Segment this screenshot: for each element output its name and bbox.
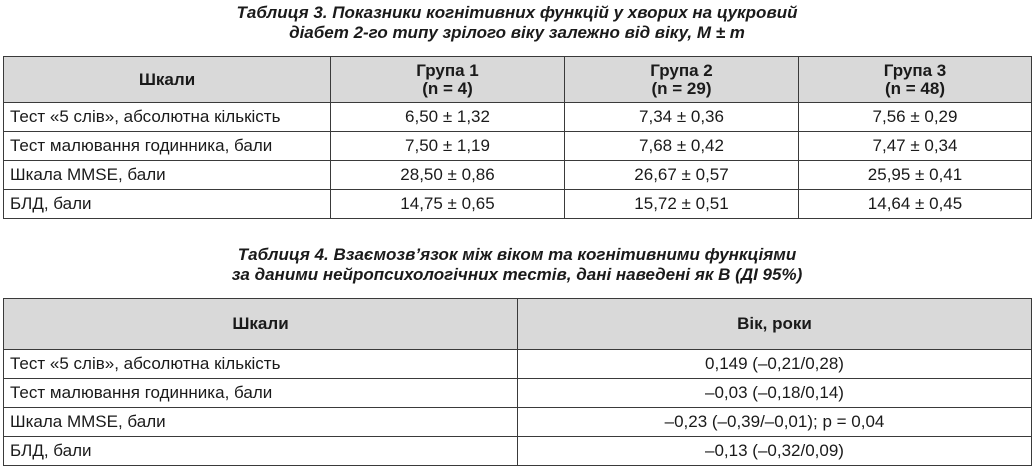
table3-header-scale: Шкали bbox=[4, 57, 331, 103]
table-row bbox=[4, 408, 1032, 437]
cell-group1: 14,75 ± 0,65 bbox=[331, 190, 565, 219]
table3-caption bbox=[0, 3, 1034, 43]
cell-group1: 7,50 ± 1,19 bbox=[331, 132, 565, 161]
table-row bbox=[4, 161, 1032, 190]
table-row bbox=[4, 190, 1032, 219]
table3-header-group1 bbox=[331, 57, 565, 103]
table-row bbox=[4, 379, 1032, 408]
table4-caption-line1: Таблиця 4. Взаємозв’язок між віком та когнітивними функціями bbox=[237, 245, 797, 264]
cell-group1: 28,50 ± 0,86 bbox=[331, 161, 565, 190]
table-row bbox=[4, 103, 1032, 132]
table3-caption-line1: Таблиця 3. Показники когнітивних функцій у хворих на цукровий bbox=[236, 3, 798, 22]
cell-group3: 7,47 ± 0,34 bbox=[799, 132, 1032, 161]
cell-group2: 15,72 ± 0,51 bbox=[565, 190, 799, 219]
row-label: Тест малювання годинника, бали bbox=[4, 132, 331, 161]
cell-group1: 6,50 ± 1,32 bbox=[331, 103, 565, 132]
cell-age: –0,23 (–0,39/–0,01); p = 0,04 bbox=[518, 408, 1032, 437]
cell-group3: 14,64 ± 0,45 bbox=[799, 190, 1032, 219]
row-label: Шкала MMSE, бали bbox=[4, 408, 518, 437]
row-label: Тест «5 слів», абсолютна кількість bbox=[4, 103, 331, 132]
table4 bbox=[3, 298, 1032, 466]
cell-group3: 7,56 ± 0,29 bbox=[799, 103, 1032, 132]
table4-caption bbox=[0, 245, 1034, 285]
table4-caption-line2: за даними нейропсихологічних тестів, дані наведені як B (ДІ 95%) bbox=[231, 265, 803, 284]
row-label: Тест малювання годинника, бали bbox=[4, 379, 518, 408]
cell-group2: 26,67 ± 0,57 bbox=[565, 161, 799, 190]
cell-group2: 7,34 ± 0,36 bbox=[565, 103, 799, 132]
table-row bbox=[4, 132, 1032, 161]
table3-header-group2-n: (n = 29) bbox=[651, 78, 712, 98]
table4-header-scale: Шкали bbox=[4, 299, 518, 350]
cell-age: 0,149 (–0,21/0,28) bbox=[518, 350, 1032, 379]
table3-header-group3-name: Група 3 bbox=[883, 60, 947, 80]
table3-header-group2 bbox=[565, 57, 799, 103]
table4-header-row bbox=[4, 299, 1032, 350]
table4-header-age: Вік, роки bbox=[518, 299, 1032, 350]
table3-header-group1-name: Група 1 bbox=[416, 60, 479, 80]
cell-age: –0,03 (–0,18/0,14) bbox=[518, 379, 1032, 408]
table3-caption-line2: діабет 2-го типу зрілого віку залежно від віку, M ± m bbox=[289, 23, 745, 42]
row-label: БЛД, бали bbox=[4, 437, 518, 466]
table3-header-group3 bbox=[799, 57, 1032, 103]
table-row bbox=[4, 350, 1032, 379]
row-label: Шкала MMSE, бали bbox=[4, 161, 331, 190]
cell-group3: 25,95 ± 0,41 bbox=[799, 161, 1032, 190]
table3-header-group2-name: Група 2 bbox=[650, 60, 713, 80]
cell-group2: 7,68 ± 0,42 bbox=[565, 132, 799, 161]
table3 bbox=[3, 56, 1032, 219]
row-label: Тест «5 слів», абсолютна кількість bbox=[4, 350, 518, 379]
table3-header-group1-n: (n = 4) bbox=[422, 78, 473, 98]
row-label: БЛД, бали bbox=[4, 190, 331, 219]
table-row bbox=[4, 437, 1032, 466]
table3-header-row bbox=[4, 57, 1032, 103]
cell-age: –0,13 (–0,32/0,09) bbox=[518, 437, 1032, 466]
table3-header-group3-n: (n = 48) bbox=[885, 78, 945, 98]
